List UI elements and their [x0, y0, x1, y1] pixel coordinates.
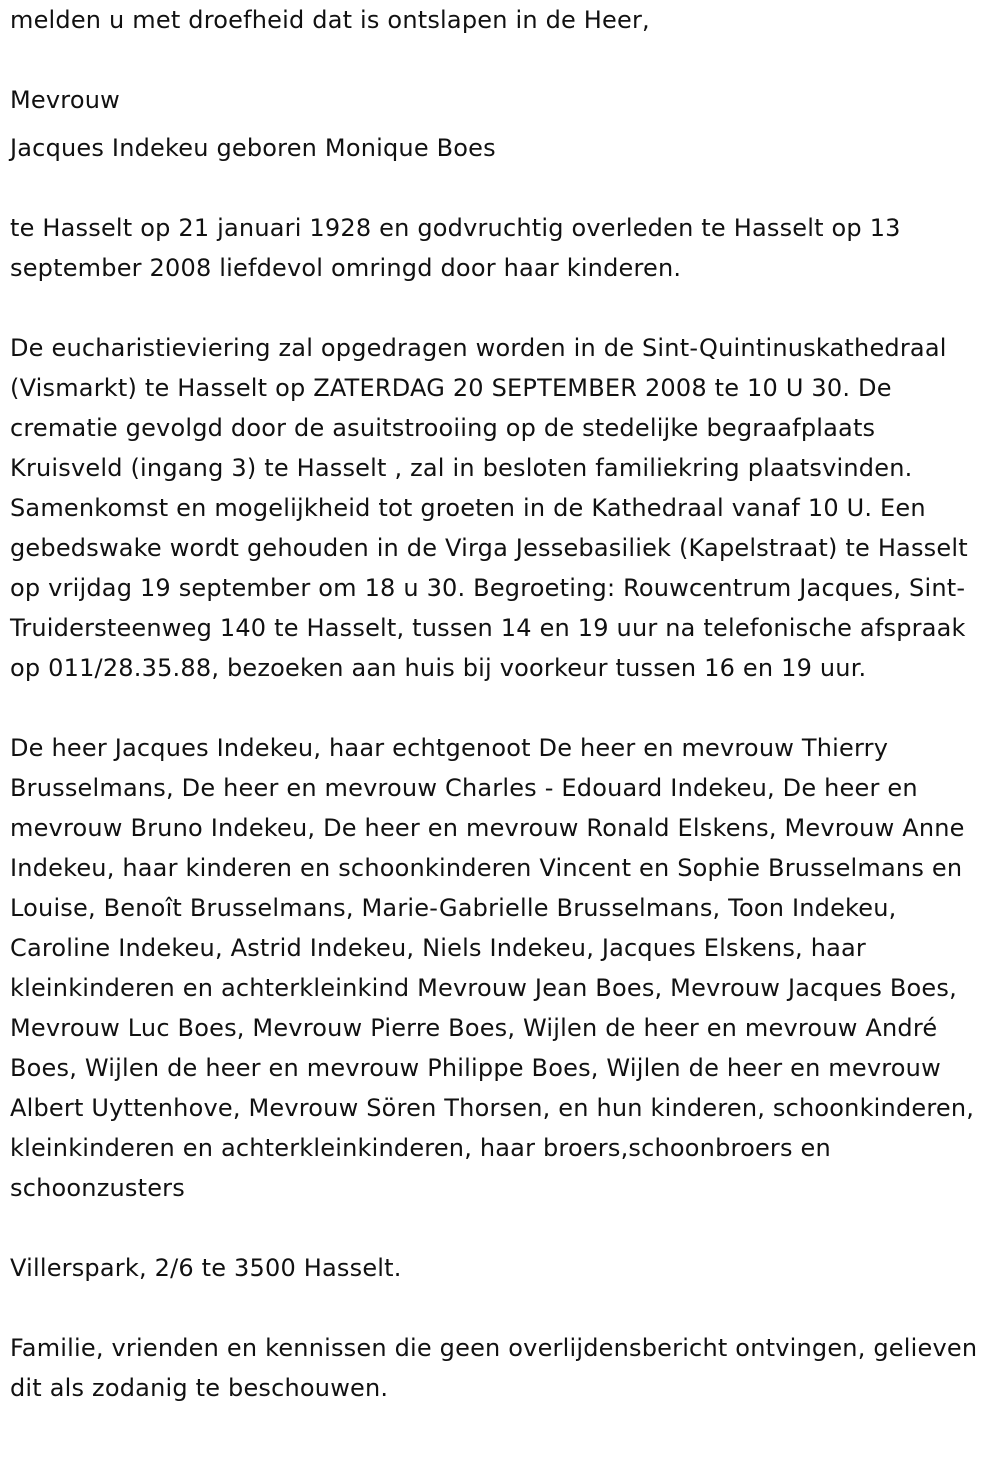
- intro-text: melden u met droefheid dat is ontslapen in de Heer,: [10, 6, 650, 34]
- deceased-name: Jacques Indekeu geboren Monique Boes: [10, 134, 496, 162]
- obituary-document: [10, 0, 995, 1408]
- spacer: [10, 288, 995, 328]
- family-text: De heer Jacques Indekeu, haar echtgenoot De heer en mevrouw Thierry Brusselmans, De heer en mevrouw Charles - Edouard Indekeu, De heer en mevrouw Bruno Indekeu, De heer en mevrouw Ronald Elskens, Mevrouw Anne Indekeu, haar kinderen en schoonkinderen Vincent en Sophie Brusselmans en Louise, Benoît Brusselmans, Marie-Gabrielle Brusselmans, Toon Indekeu, Caroline Indekeu, Astrid Indekeu, Niels Indekeu, Jacques Elskens, haar kleinkinderen en achterkleinkind Mevrouw Jean Boes, Mevrouw Jacques Boes, Mevrouw Luc Boes, Mevrouw Pierre Boes, Wijlen de heer en mevrouw André Boes, Wijlen de heer en mevrouw Philippe Boes, Wijlen de heer en mevrouw Albert Uyttenhove, Mevrouw Sören Thorsen, en hun kinderen, schoonkinderen, kleinkinderen en achterkleinkinderen, haar broers,schoonbroers en schoonzusters: [10, 734, 975, 1202]
- closing-text: Familie, vrienden en kennissen die geen overlijdensbericht ontvingen, gelieven dit als zodanig te beschouwen.: [10, 1334, 978, 1402]
- spacer: [10, 40, 995, 80]
- salutation-text: Mevrouw: [10, 86, 120, 114]
- ceremony-text: De eucharistieviering zal opgedragen worden in de Sint-Quintinuskathedraal (Vismarkt) te Hasselt op ZATERDAG 20 SEPTEMBER 2008 te 10 U 30. De crematie gevolgd door de asuitstrooiing op de stedelijke begraafplaats Kruisveld (ingang 3) te Hasselt , zal in besloten familiekring plaatsvinden. Samenkomst en mogelijkheid tot groeten in de Kathedraal vanaf 10 U. Een gebedswake wordt gehouden in de Virga Jessebasiliek (Kapelstraat) te Hasselt op vrijdag 19 september om 18 u 30. Begroeting: Rouwcentrum Jacques, Sint-Truidersteenweg 140 te Hasselt, tussen 14 en 19 uur na telefonische afspraak op 011/28.35.88, bezoeken aan huis bij voorkeur tussen 16 en 19 uur.: [10, 334, 968, 682]
- birth-death-text: te Hasselt op 21 januari 1928 en godvruchtig overleden te Hasselt op 13 september 2008 liefdevol omringd door haar kinderen.: [10, 214, 901, 282]
- spacer: [10, 168, 995, 208]
- spacer: [10, 1288, 995, 1328]
- spacer: [10, 688, 995, 728]
- spacer: [10, 1208, 995, 1248]
- address-text: Villerspark, 2/6 te 3500 Hasselt.: [10, 1254, 402, 1282]
